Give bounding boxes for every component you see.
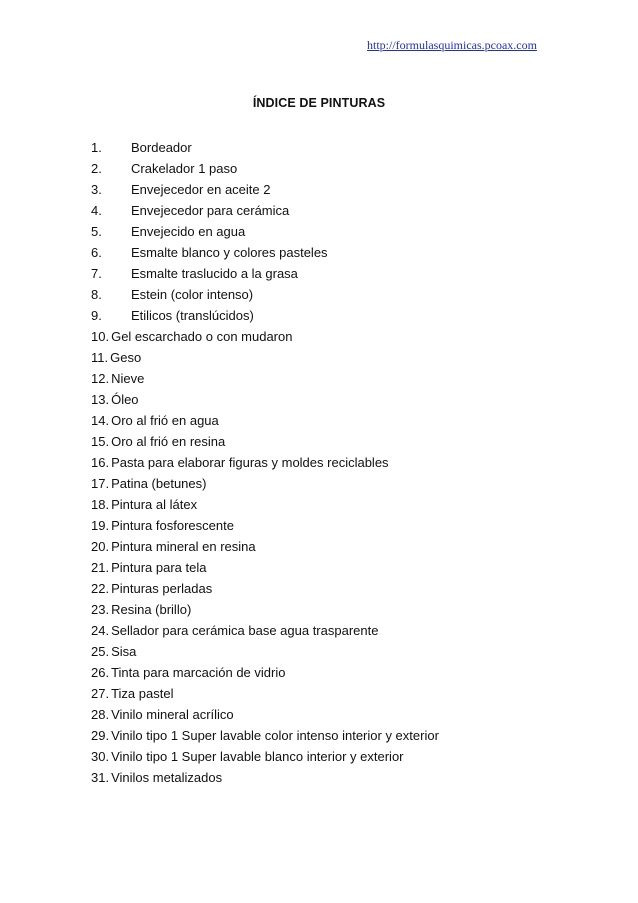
item-number: 15. — [91, 434, 110, 449]
item-number: 13. — [91, 392, 110, 407]
list-item — [91, 221, 439, 242]
list-item — [91, 578, 439, 599]
list-item — [91, 326, 439, 347]
list-item — [91, 158, 439, 179]
item-number: 19. — [91, 518, 110, 533]
item-number: 16. — [91, 455, 110, 470]
item-label: Bordeador — [131, 140, 192, 155]
item-label: Vinilo mineral acrílico — [111, 707, 234, 722]
list-item — [91, 263, 439, 284]
list-item — [91, 536, 439, 557]
item-label: Óleo — [111, 392, 139, 407]
item-number: 12. — [91, 371, 110, 386]
item-label: Sellador para cerámica base agua trasparente — [111, 623, 379, 638]
item-number: 30. — [91, 749, 110, 764]
list-item — [91, 347, 439, 368]
list-item — [91, 368, 439, 389]
list-item — [91, 410, 439, 431]
item-label: Esmalte blanco y colores pasteles — [131, 245, 328, 260]
item-label: Crakelador 1 paso — [131, 161, 238, 176]
list-item — [91, 179, 439, 200]
item-label: Estein (color intenso) — [131, 287, 254, 302]
item-number: 17. — [91, 476, 110, 491]
item-number: 7. — [91, 266, 102, 281]
item-number: 18. — [91, 497, 110, 512]
item-number: 20. — [91, 539, 110, 554]
item-number: 23. — [91, 602, 110, 617]
item-label: Pintura mineral en resina — [111, 539, 256, 554]
item-label: Nieve — [111, 371, 145, 386]
item-number: 10. — [91, 329, 110, 344]
item-label: Patina (betunes) — [111, 476, 207, 491]
item-label: Envejecedor en aceite 2 — [131, 182, 271, 197]
item-number: 25. — [91, 644, 110, 659]
list-item — [91, 473, 439, 494]
item-number: 14. — [91, 413, 110, 428]
item-number: 21. — [91, 560, 110, 575]
list-item — [91, 389, 439, 410]
item-label: Pinturas perladas — [111, 581, 213, 596]
list-item — [91, 662, 439, 683]
list-item — [91, 620, 439, 641]
item-label: Gel escarchado o con mudaron — [111, 329, 293, 344]
item-number: 27. — [91, 686, 110, 701]
item-label: Pintura al látex — [111, 497, 198, 512]
item-number: 26. — [91, 665, 110, 680]
item-number: 6. — [91, 245, 102, 260]
item-number: 9. — [91, 308, 102, 323]
list-item — [91, 515, 439, 536]
item-number: 31. — [91, 770, 110, 785]
list-item — [91, 431, 439, 452]
item-number: 8. — [91, 287, 102, 302]
item-number: 22. — [91, 581, 110, 596]
list-item — [91, 305, 439, 326]
list-item — [91, 599, 439, 620]
item-number: 4. — [91, 203, 102, 218]
list-item — [91, 200, 439, 221]
item-label: Oro al frió en agua — [111, 413, 219, 428]
item-label: Tiza pastel — [111, 686, 174, 701]
list-item — [91, 494, 439, 515]
item-number: 24. — [91, 623, 110, 638]
list-item — [91, 452, 439, 473]
item-label: Vinilos metalizados — [111, 770, 223, 785]
list-item — [91, 725, 439, 746]
item-label: Etilicos (translúcidos) — [131, 308, 254, 323]
item-label: Sisa — [111, 644, 137, 659]
list-item — [91, 683, 439, 704]
item-label: Pintura para tela — [111, 560, 207, 575]
list-item — [91, 242, 439, 263]
item-number: 28. — [91, 707, 110, 722]
item-label: Oro al frió en resina — [111, 434, 226, 449]
list-item — [91, 704, 439, 725]
item-label: Pintura fosforescente — [111, 518, 234, 533]
list-item — [91, 746, 439, 767]
item-label: Pasta para elaborar figuras y moldes reciclables — [111, 455, 389, 470]
item-number: 2. — [91, 161, 102, 176]
list-item — [91, 137, 439, 158]
item-label: Geso — [110, 350, 142, 365]
item-number: 1. — [91, 140, 102, 155]
item-number: 11. — [91, 350, 109, 365]
item-label: Envejecedor para cerámica — [131, 203, 290, 218]
page-title: ÍNDICE DE PINTURAS — [252, 96, 386, 110]
item-label: Esmalte traslucido a la grasa — [131, 266, 298, 281]
item-number: 5. — [91, 224, 102, 239]
list-item — [91, 767, 439, 788]
item-label: Vinilo tipo 1 Super lavable color intenso interior y exterior — [111, 728, 439, 743]
item-number: 29. — [91, 728, 110, 743]
item-number: 3. — [91, 182, 102, 197]
item-label: Resina (brillo) — [111, 602, 192, 617]
list-item — [91, 557, 439, 578]
index-list — [91, 137, 439, 788]
list-item — [91, 284, 439, 305]
list-item — [91, 641, 439, 662]
header-website-link[interactable]: http://formulasquimicas.pcoax.com — [367, 38, 537, 52]
item-label: Envejecido en agua — [131, 224, 246, 239]
item-label: Vinilo tipo 1 Super lavable blanco interior y exterior — [111, 749, 404, 764]
item-label: Tinta para marcación de vidrio — [111, 665, 286, 680]
